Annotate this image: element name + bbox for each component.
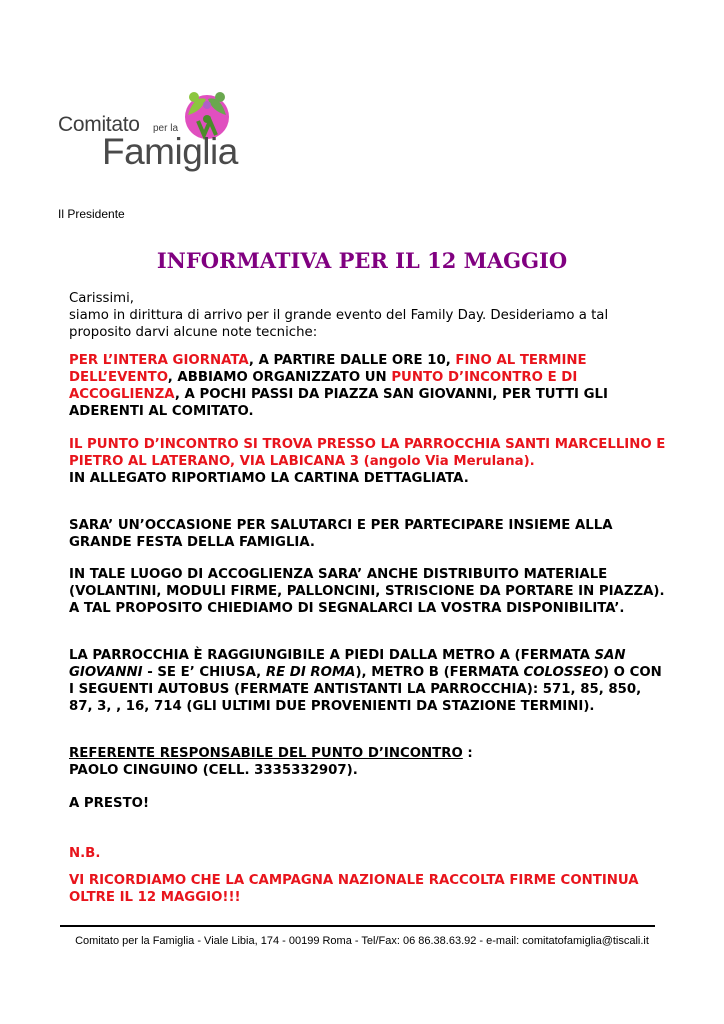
- directions-text-1: LA PARROCCHIA È RAGGIUNGIBILE A PIEDI DALLA METRO A (FERMATA: [69, 648, 595, 663]
- logo: [58, 85, 248, 185]
- contact-colon: :: [462, 746, 473, 761]
- location-text: IL PUNTO D’INCONTRO SI TROVA PRESSO LA PARROCCHIA SANTI MARCELLINO E PIETRO AL LATERANO, VIA LABICANA 3 (angolo Via Merulana).: [69, 437, 666, 469]
- material-text: IN TALE LUOGO DI ACCOGLIENZA SARA’ ANCHE DISTRIBUITO MATERIALE (VOLANTINI, MODULI FIRME, PALLONCINI, STRISCIONE DA PORTARE IN PIAZZA).: [69, 567, 665, 599]
- highlight-until-end: FINO AL TERMINE DELL’EVENTO: [69, 353, 587, 385]
- text-organized: , ABBIAMO ORGANIZZATO UN: [167, 370, 392, 385]
- paragraph-directions: [69, 647, 669, 715]
- highlight-meeting-point: PUNTO D’INCONTRO E DI ACCOGLIENZA: [69, 370, 578, 402]
- paragraph-location: [69, 436, 669, 487]
- highlight-all-day: PER L’INTERA GIORNATA: [69, 353, 249, 368]
- paragraph-material: [69, 566, 669, 617]
- availability-text: A TAL PROPOSITO CHIEDIAMO DI SEGNALARCI LA VOSTRA DISPONIBILITA’.: [69, 601, 625, 616]
- footer-divider: [60, 925, 655, 927]
- document-title: INFORMATIVA PER IL 12 MAGGIO: [156, 248, 568, 273]
- stop-re-di-roma: RE DI ROMA: [265, 665, 356, 680]
- closing-text: A PRESTO!: [69, 796, 150, 811]
- text-from-10: , A PARTIRE DALLE ORE 10,: [248, 353, 456, 368]
- directions-text-4: ) O CON I SEGUENTI AUTOBUS (FERMATE ANTISTANTI LA PARROCCHIA): 571, 85, 850, 87, 3, , 16, 714 (GLI ULTIMI DUE PROVENIENTI DA STAZIONE TERMINI).: [69, 665, 662, 714]
- contact-label: REFERENTE RESPONSABILE DEL PUNTO D’INCONTRO: [69, 746, 463, 761]
- president-label: Il Presidente: [58, 207, 125, 221]
- logo-word-per-la: per la: [153, 123, 179, 134]
- nb-label: N.B.: [69, 846, 101, 861]
- intro-paragraph: [69, 290, 669, 341]
- paragraph-meeting-time: [69, 352, 669, 420]
- directions-text-3: ), METRO B (FERMATA: [355, 665, 524, 680]
- paragraph-occasion: SARA’ UN’OCCASIONE PER SALUTARCI E PER PARTECIPARE INSIEME ALLA GRANDE FESTA DELLA FAMIGLIA.: [69, 518, 613, 550]
- logo-word-famiglia: Famiglia: [102, 131, 238, 172]
- nb-text: VI RICORDIAMO CHE LA CAMPAGNA NAZIONALE RACCOLTA FIRME CONTINUA OLTRE IL 12 MAGGIO!!!: [69, 873, 639, 905]
- contact-name: PAOLO CINGUINO (CELL. 3335332907).: [69, 763, 358, 778]
- paragraph-contact: [69, 745, 669, 779]
- footer-address: Comitato per la Famiglia - Viale Libia, 174 - 00199 Roma - Tel/Fax: 06 86.38.63.92 - e-mail: comitatofamiglia@tiscali.it: [75, 935, 649, 947]
- map-attached-text: IN ALLEGATO RIPORTIAMO LA CARTINA DETTAGLIATA.: [69, 471, 469, 486]
- stop-san-giovanni: SAN GIOVANNI: [69, 648, 626, 680]
- text-near-square: , A POCHI PASSI DA PIAZZA SAN GIOVANNI, PER TUTTI GLI ADERENTI AL COMITATO.: [69, 387, 608, 419]
- logo-word-comitato: Comitato: [58, 113, 140, 136]
- intro-greeting: Carissimi,: [69, 291, 135, 306]
- directions-text-2: - SE E’ CHIUSA,: [142, 665, 266, 680]
- intro-text: siamo in dirittura di arrivo per il grande evento del Family Day. Desideriamo a tal proposito darvi alcune note tecniche:: [69, 308, 609, 340]
- stop-colosseo: COLOSSEO: [523, 665, 603, 680]
